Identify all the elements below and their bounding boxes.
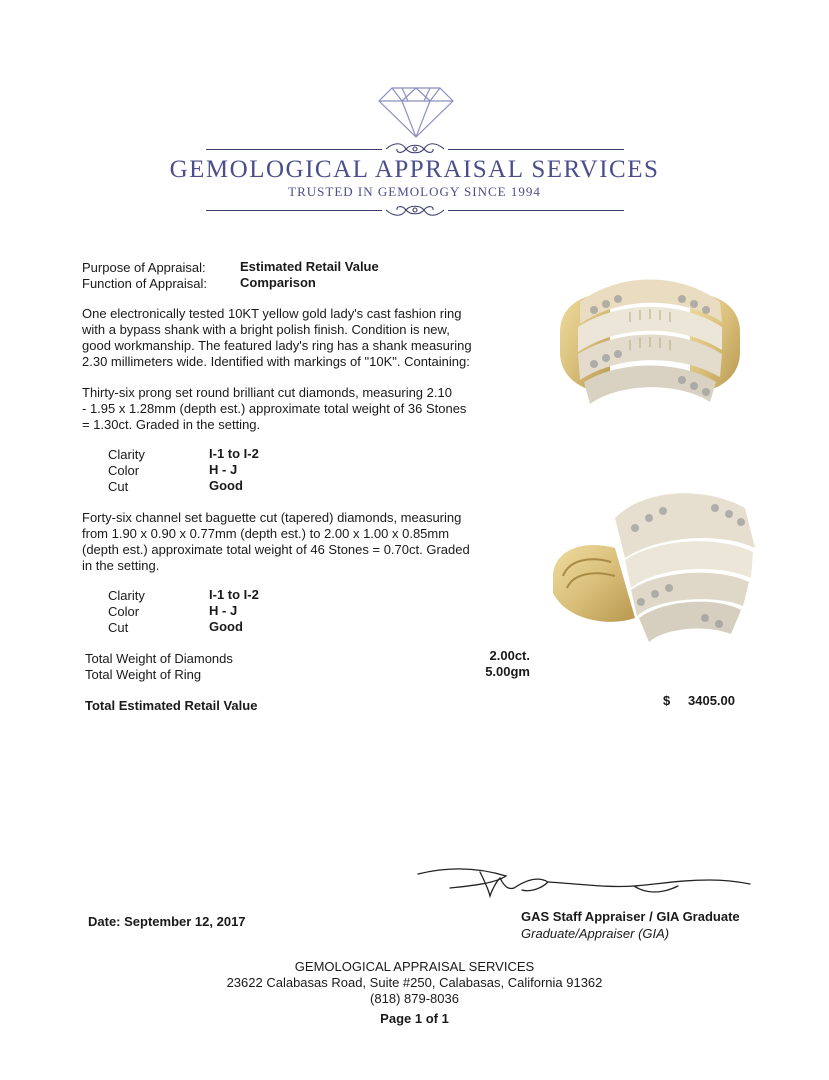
baguette-color-value: H - J — [209, 603, 238, 618]
round-clarity-value: I-1 to I-2 — [209, 446, 259, 461]
round-color-label: Color — [108, 463, 140, 478]
header-rule-bottom-left — [206, 210, 382, 211]
footer-address: 23622 Calabasas Road, Suite #250, Calabasas, California 91362 — [226, 975, 603, 990]
ring-description — [82, 306, 502, 370]
round-color-value: H - J — [209, 462, 238, 477]
total-ring-label: Total Weight of Ring — [85, 667, 202, 682]
footer-phone: (818) 879-8036 — [370, 991, 459, 1006]
appraiser-title: GAS Staff Appraiser / GIA Graduate — [521, 909, 740, 924]
purpose-label: Purpose of Appraisal: — [82, 260, 206, 275]
round-stones-description — [82, 385, 502, 433]
function-value: Comparison — [240, 275, 316, 290]
tagline: TRUSTED IN GEMOLOGY SINCE 1994 — [288, 184, 541, 199]
total-diamonds-value: 2.00ct. — [489, 648, 530, 663]
description-line: 2.30 millimeters wide. Identified with markings of "10K". Containing: — [82, 354, 470, 369]
round-cut-label: Cut — [108, 479, 129, 494]
header-rule-top-right — [448, 149, 624, 150]
description-line: One electronically tested 10KT yellow gold lady's cast fashion ring — [82, 306, 462, 321]
header-rule-bottom-right — [448, 210, 624, 211]
diamond-logo-icon — [378, 86, 454, 138]
page-number: Page 1 of 1 — [380, 1011, 449, 1026]
description-line: = 1.30ct. Graded in the setting. — [82, 417, 261, 432]
baguette-clarity-value: I-1 to I-2 — [209, 587, 259, 602]
description-line: (depth est.) approximate total weight of 46 Stones = 0.70ct. Graded — [82, 542, 470, 557]
ring-photo-side — [545, 478, 765, 648]
org-name-heading: GEMOLOGICAL APPRAISAL SERVICES — [169, 156, 660, 183]
baguette-cut-value: Good — [209, 619, 243, 634]
appraiser-subtitle: Graduate/Appraiser (GIA) — [521, 926, 670, 941]
appraisal-date: Date: September 12, 2017 — [88, 914, 246, 929]
appraiser-signature — [410, 860, 755, 905]
description-line: good workmanship. The featured lady's ring has a shank measuring — [82, 338, 472, 353]
description-line: from 1.90 x 0.90 x 0.77mm (depth est.) to 2.00 x 1.00 x 0.85mm — [82, 526, 450, 541]
purpose-value: Estimated Retail Value — [240, 259, 379, 274]
description-line: - 1.95 x 1.28mm (depth est.) approximate total weight of 36 Stones — [82, 401, 467, 416]
total-ring-value: 5.00gm — [485, 664, 530, 679]
round-cut-value: Good — [209, 478, 243, 493]
function-label: Function of Appraisal: — [82, 276, 208, 291]
baguette-clarity-label: Clarity — [108, 588, 145, 603]
description-line: Forty-six channel set baguette cut (tapered) diamonds, measuring — [82, 510, 462, 525]
header-rule-top-left — [206, 149, 382, 150]
currency-symbol: $ — [663, 693, 671, 708]
description-line: with a bypass shank with a bright polish finish. Condition is new, — [82, 322, 450, 337]
total-retail-value: 3405.00 — [688, 693, 735, 708]
description-line: in the setting. — [82, 558, 160, 573]
footer-org: GEMOLOGICAL APPRAISAL SERVICES — [294, 959, 535, 974]
round-clarity-label: Clarity — [108, 447, 145, 462]
baguette-stones-description — [82, 510, 512, 574]
ring-photo-top — [550, 262, 750, 422]
baguette-color-label: Color — [108, 604, 140, 619]
baguette-cut-label: Cut — [108, 620, 129, 635]
description-line: Thirty-six prong set round brilliant cut diamonds, measuring 2.10 — [82, 385, 452, 400]
total-diamonds-label: Total Weight of Diamonds — [85, 651, 233, 666]
ornament-bottom-icon — [384, 201, 446, 219]
total-retail-label: Total Estimated Retail Value — [85, 698, 258, 713]
